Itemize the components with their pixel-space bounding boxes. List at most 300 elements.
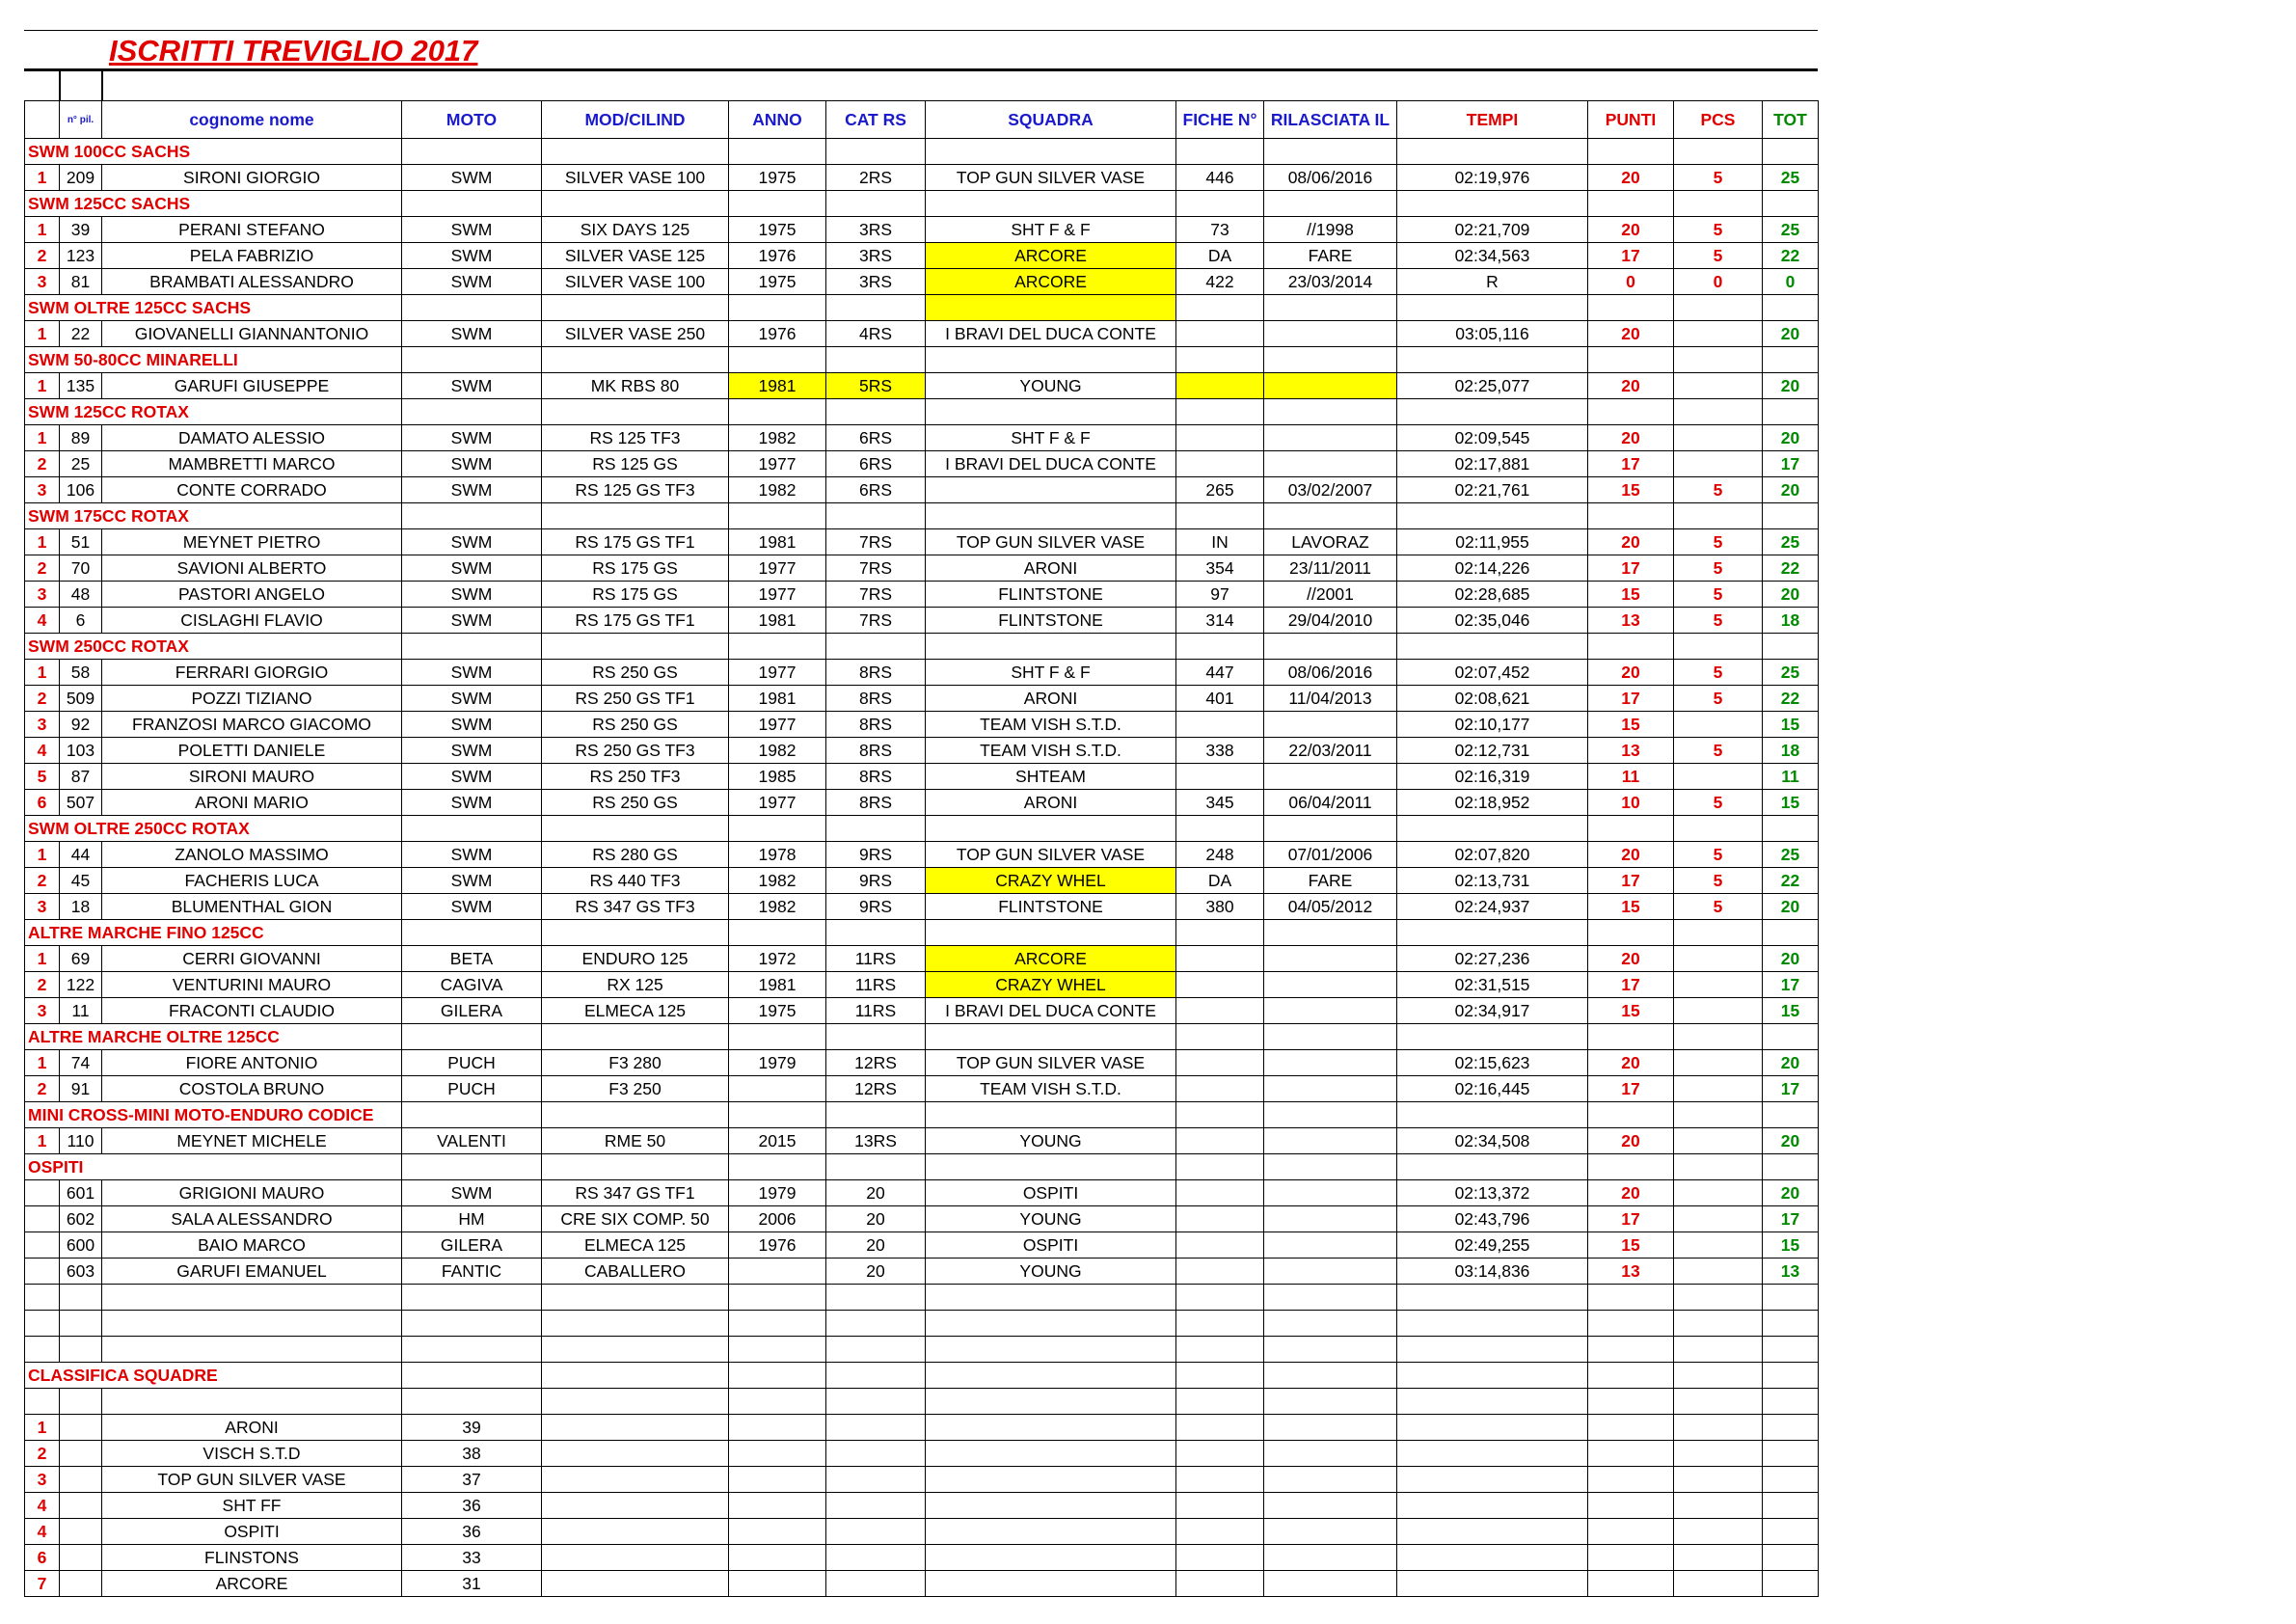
empty-cell [1264, 191, 1397, 217]
empty-cell [1763, 816, 1819, 842]
ranking-team: ARCORE [102, 1571, 402, 1597]
empty-cell [1264, 1285, 1397, 1311]
points-cell: 15 [1588, 894, 1674, 920]
empty-cell [1176, 1363, 1264, 1389]
total-cell: 17 [1763, 1206, 1819, 1232]
empty-cell [1397, 634, 1588, 660]
table-row [25, 946, 1819, 972]
position-cell: 1 [25, 425, 60, 451]
pilot-number-cell: 25 [60, 451, 102, 477]
moto-cell: SWM [402, 790, 542, 816]
fiche-cell: 248 [1176, 842, 1264, 868]
empty-cell [542, 1102, 729, 1128]
category-rs-cell: 20 [826, 1232, 926, 1259]
pilot-name-cell: SALA ALESSANDRO [102, 1206, 402, 1232]
pilot-name-cell: ARONI MARIO [102, 790, 402, 816]
empty-cell [1763, 1441, 1819, 1467]
category-row [25, 634, 1819, 660]
category-rs-cell: 8RS [826, 686, 926, 712]
pilot-name-cell: MAMBRETTI MARCO [102, 451, 402, 477]
pilot-name-cell: GARUFI EMANUEL [102, 1259, 402, 1285]
time-cell: 02:28,685 [1397, 582, 1588, 608]
fiche-cell [1176, 998, 1264, 1024]
category-row [25, 1154, 1819, 1180]
category-rs-cell: 6RS [826, 451, 926, 477]
year-cell: 1975 [729, 165, 826, 191]
pilot-number-cell: 18 [60, 894, 102, 920]
empty-cell [926, 347, 1176, 373]
total-cell: 25 [1763, 842, 1819, 868]
pilot-name-cell: MEYNET MICHELE [102, 1128, 402, 1154]
empty-cell [1674, 1493, 1763, 1519]
position-cell: 3 [25, 712, 60, 738]
total-cell: 22 [1763, 686, 1819, 712]
team-cell: FLINTSTONE [926, 608, 1176, 634]
empty-cell [1176, 1493, 1264, 1519]
empty-cell [1397, 1311, 1588, 1337]
fiche-cell: 380 [1176, 894, 1264, 920]
category-rs-cell: 3RS [826, 269, 926, 295]
empty-cell [542, 1545, 729, 1571]
empty-cell [1674, 1441, 1763, 1467]
time-cell: R [1397, 269, 1588, 295]
col-tempi-header: TEMPI [1397, 101, 1588, 139]
pcs-cell [1674, 1128, 1763, 1154]
total-cell: 20 [1763, 425, 1819, 451]
category-label: MINI CROSS-MINI MOTO-ENDURO CODICE [25, 1102, 402, 1128]
empty-cell [1264, 634, 1397, 660]
model-cell: RS 125 GS [542, 451, 729, 477]
moto-cell: SWM [402, 165, 542, 191]
pilot-number-cell: 92 [60, 712, 102, 738]
pilot-name-cell: CISLAGHI FLAVIO [102, 608, 402, 634]
model-cell: RS 125 TF3 [542, 425, 729, 451]
position-cell: 3 [25, 477, 60, 503]
empty-cell [729, 1337, 826, 1363]
team-cell: OSPITI [926, 1232, 1176, 1259]
category-rs-cell: 2RS [826, 165, 926, 191]
empty-cell [826, 1024, 926, 1050]
pilot-name-cell: FACHERIS LUCA [102, 868, 402, 894]
pcs-cell: 5 [1674, 842, 1763, 868]
position-cell: 1 [25, 660, 60, 686]
col-moto-header: MOTO [402, 101, 542, 139]
pilot-number-cell: 135 [60, 373, 102, 399]
empty-cell [542, 139, 729, 165]
empty-cell [1674, 1024, 1763, 1050]
position-cell: 1 [25, 1050, 60, 1076]
category-label: SWM 100CC SACHS [25, 139, 402, 165]
points-cell: 0 [1588, 269, 1674, 295]
empty-cell [542, 1154, 729, 1180]
year-cell [729, 1259, 826, 1285]
category-label: SWM 175CC ROTAX [25, 503, 402, 529]
pilot-number-cell: 110 [60, 1128, 102, 1154]
empty-cell [1674, 920, 1763, 946]
empty-cell [1397, 503, 1588, 529]
team-cell: TEAM VISH S.T.D. [926, 738, 1176, 764]
empty-cell [25, 1311, 60, 1337]
year-cell [729, 1076, 826, 1102]
issue-date-cell: 04/05/2012 [1264, 894, 1397, 920]
moto-cell: SWM [402, 764, 542, 790]
team-cell: I BRAVI DEL DUCA CONTE [926, 998, 1176, 1024]
pcs-cell: 5 [1674, 738, 1763, 764]
category-label: SWM 50-80CC MINARELLI [25, 347, 402, 373]
empty-cell [1588, 503, 1674, 529]
fiche-cell: 97 [1176, 582, 1264, 608]
time-cell: 02:24,937 [1397, 894, 1588, 920]
team-cell: I BRAVI DEL DUCA CONTE [926, 321, 1176, 347]
col-mod-header: MOD/CILIND [542, 101, 729, 139]
total-cell: 20 [1763, 946, 1819, 972]
position-cell: 4 [25, 738, 60, 764]
position-cell: 1 [25, 321, 60, 347]
pilot-number-cell: 6 [60, 608, 102, 634]
issue-date-cell: 07/01/2006 [1264, 842, 1397, 868]
empty-cell [1264, 139, 1397, 165]
time-cell: 02:13,731 [1397, 868, 1588, 894]
empty-cell [542, 1337, 729, 1363]
empty-cell [729, 1102, 826, 1128]
model-cell: RME 50 [542, 1128, 729, 1154]
issue-date-cell [1264, 1206, 1397, 1232]
issue-date-cell [1264, 946, 1397, 972]
fiche-cell: DA [1176, 868, 1264, 894]
pcs-cell [1674, 1232, 1763, 1259]
empty-cell [729, 1311, 826, 1337]
pilot-name-cell: SIRONI MAURO [102, 764, 402, 790]
pilot-number-cell: 45 [60, 868, 102, 894]
team-cell [926, 477, 1176, 503]
empty-cell [402, 295, 542, 321]
empty-cell [826, 1519, 926, 1545]
empty-cell [1588, 816, 1674, 842]
empty-cell [729, 1363, 826, 1389]
empty-cell [402, 347, 542, 373]
empty-cell [60, 1285, 102, 1311]
empty-cell [826, 1337, 926, 1363]
empty-cell [1397, 1102, 1588, 1128]
pcs-cell [1674, 946, 1763, 972]
moto-cell: SWM [402, 842, 542, 868]
position-cell: 2 [25, 972, 60, 998]
empty-cell [1176, 1467, 1264, 1493]
year-cell: 1972 [729, 946, 826, 972]
empty-cell [1763, 1285, 1819, 1311]
empty-cell [402, 1154, 542, 1180]
pilot-number-cell: 507 [60, 790, 102, 816]
empty-cell [1397, 347, 1588, 373]
year-cell: 1977 [729, 660, 826, 686]
empty-cell [60, 1493, 102, 1519]
empty-cell [1588, 1545, 1674, 1571]
table-row [25, 425, 1819, 451]
pcs-cell: 5 [1674, 217, 1763, 243]
empty-cell [1674, 1363, 1763, 1389]
empty-cell [1176, 1102, 1264, 1128]
ranking-row [25, 1415, 1819, 1441]
team-cell: CRAZY WHEL [926, 972, 1176, 998]
empty-cell [1176, 347, 1264, 373]
empty-cell [1763, 1311, 1819, 1337]
pilot-number-cell: 600 [60, 1232, 102, 1259]
pcs-cell [1674, 1180, 1763, 1206]
empty-cell [826, 1545, 926, 1571]
model-cell: RS 175 GS TF1 [542, 608, 729, 634]
col-cat-header: CAT RS [826, 101, 926, 139]
pcs-cell: 5 [1674, 243, 1763, 269]
model-cell: F3 250 [542, 1076, 729, 1102]
empty-cell [729, 816, 826, 842]
col-name-header: cognome nome [102, 101, 402, 139]
pilot-name-cell: MEYNET PIETRO [102, 529, 402, 555]
pcs-cell [1674, 373, 1763, 399]
fiche-cell: 446 [1176, 165, 1264, 191]
category-rs-cell: 20 [826, 1259, 926, 1285]
total-cell: 15 [1763, 790, 1819, 816]
empty-cell [826, 347, 926, 373]
team-cell: YOUNG [926, 1128, 1176, 1154]
model-cell: RS 250 GS TF1 [542, 686, 729, 712]
empty-cell [102, 1389, 402, 1415]
pilot-number-cell: 122 [60, 972, 102, 998]
team-cell: TOP GUN SILVER VASE [926, 165, 1176, 191]
empty-cell [926, 1519, 1176, 1545]
table-row [25, 1180, 1819, 1206]
empty-cell [826, 295, 926, 321]
empty-cell [1264, 1363, 1397, 1389]
model-cell: RS 250 GS TF3 [542, 738, 729, 764]
moto-cell: SWM [402, 373, 542, 399]
model-cell: RS 250 GS [542, 712, 729, 738]
empty-cell [1674, 1415, 1763, 1441]
moto-cell: SWM [402, 712, 542, 738]
issue-date-cell [1264, 764, 1397, 790]
category-rs-cell: 8RS [826, 764, 926, 790]
time-cell: 02:15,623 [1397, 1050, 1588, 1076]
fiche-cell [1176, 946, 1264, 972]
issue-date-cell: 22/03/2011 [1264, 738, 1397, 764]
fiche-cell [1176, 1206, 1264, 1232]
model-cell: RS 250 TF3 [542, 764, 729, 790]
fiche-cell [1176, 1232, 1264, 1259]
points-cell: 20 [1588, 660, 1674, 686]
category-rs-cell: 8RS [826, 712, 926, 738]
blank-row [25, 1285, 1819, 1311]
moto-cell: SWM [402, 738, 542, 764]
empty-cell [1763, 1363, 1819, 1389]
empty-cell [1176, 1415, 1264, 1441]
empty-cell [542, 1441, 729, 1467]
points-cell: 17 [1588, 243, 1674, 269]
table-row [25, 764, 1819, 790]
fiche-cell: 73 [1176, 217, 1264, 243]
table-row [25, 868, 1819, 894]
table-row [25, 217, 1819, 243]
pilot-number-cell: 601 [60, 1180, 102, 1206]
points-cell: 15 [1588, 477, 1674, 503]
empty-cell [402, 1024, 542, 1050]
issue-date-cell: 11/04/2013 [1264, 686, 1397, 712]
empty-cell [1397, 191, 1588, 217]
table-row [25, 998, 1819, 1024]
pilot-name-cell: BAIO MARCO [102, 1232, 402, 1259]
empty-cell [1264, 1415, 1397, 1441]
empty-cell [1674, 347, 1763, 373]
category-rs-cell: 8RS [826, 738, 926, 764]
moto-cell: SWM [402, 217, 542, 243]
empty-cell [542, 1467, 729, 1493]
moto-cell: SWM [402, 269, 542, 295]
team-cell: YOUNG [926, 1259, 1176, 1285]
moto-cell: BETA [402, 946, 542, 972]
empty-cell [926, 503, 1176, 529]
position-cell: 1 [25, 1128, 60, 1154]
pilot-number-cell: 51 [60, 529, 102, 555]
pcs-cell: 5 [1674, 608, 1763, 634]
empty-cell [1588, 1154, 1674, 1180]
empty-cell [1763, 1389, 1819, 1415]
pilot-name-cell: CERRI GIOVANNI [102, 946, 402, 972]
empty-cell [1397, 920, 1588, 946]
issue-date-cell: //2001 [1264, 582, 1397, 608]
pilot-name-cell: VENTURINI MAURO [102, 972, 402, 998]
time-cell: 02:14,226 [1397, 555, 1588, 582]
ranking-row [25, 1545, 1819, 1571]
model-cell: RS 175 GS [542, 582, 729, 608]
empty-cell [1763, 191, 1819, 217]
fiche-cell: 265 [1176, 477, 1264, 503]
empty-cell [1763, 139, 1819, 165]
empty-cell [1674, 1337, 1763, 1363]
empty-cell [1588, 1441, 1674, 1467]
time-cell: 03:14,836 [1397, 1259, 1588, 1285]
model-cell: CABALLERO [542, 1259, 729, 1285]
model-cell: SILVER VASE 125 [542, 243, 729, 269]
pcs-cell [1674, 712, 1763, 738]
empty-cell [1176, 1311, 1264, 1337]
empty-cell [926, 399, 1176, 425]
points-cell: 13 [1588, 608, 1674, 634]
header-row [25, 101, 1819, 139]
ranking-points: 36 [402, 1519, 542, 1545]
pcs-cell: 5 [1674, 686, 1763, 712]
pilot-number-cell: 11 [60, 998, 102, 1024]
col-rilasciata-header: RILASCIATA IL [1264, 101, 1397, 139]
fiche-cell [1176, 1050, 1264, 1076]
team-cell: CRAZY WHEL [926, 868, 1176, 894]
total-cell: 25 [1763, 660, 1819, 686]
empty-cell [542, 816, 729, 842]
empty-cell [826, 1154, 926, 1180]
moto-cell: CAGIVA [402, 972, 542, 998]
empty-cell [542, 1571, 729, 1597]
team-cell: ARCORE [926, 946, 1176, 972]
category-row [25, 295, 1819, 321]
ranking-position: 1 [25, 1415, 60, 1441]
empty-cell [102, 1337, 402, 1363]
model-cell: RS 347 GS TF3 [542, 894, 729, 920]
empty-cell [402, 503, 542, 529]
empty-cell [402, 1102, 542, 1128]
empty-cell [1588, 1467, 1674, 1493]
ranking-row [25, 1467, 1819, 1493]
empty-cell [1588, 1415, 1674, 1441]
year-cell: 1982 [729, 738, 826, 764]
pilot-name-cell: CONTE CORRADO [102, 477, 402, 503]
empty-cell [1176, 1389, 1264, 1415]
empty-cell [1264, 1571, 1397, 1597]
pilot-number-cell: 603 [60, 1259, 102, 1285]
empty-cell [826, 139, 926, 165]
total-cell: 11 [1763, 764, 1819, 790]
empty-cell [542, 1415, 729, 1441]
empty-cell [542, 920, 729, 946]
points-cell: 20 [1588, 321, 1674, 347]
empty-cell [542, 399, 729, 425]
position-cell: 2 [25, 686, 60, 712]
pilot-name-cell: BRAMBATI ALESSANDRO [102, 269, 402, 295]
empty-cell [926, 139, 1176, 165]
year-cell: 1981 [729, 972, 826, 998]
category-label: SWM OLTRE 250CC ROTAX [25, 816, 402, 842]
total-cell: 18 [1763, 608, 1819, 634]
ranking-position: 2 [25, 1441, 60, 1467]
position-cell: 1 [25, 373, 60, 399]
empty-cell [402, 139, 542, 165]
empty-cell [926, 816, 1176, 842]
ranking-position: 7 [25, 1571, 60, 1597]
empty-cell [1763, 1154, 1819, 1180]
pilot-name-cell: SIRONI GIORGIO [102, 165, 402, 191]
empty-cell [1397, 295, 1588, 321]
time-cell: 02:16,319 [1397, 764, 1588, 790]
category-rs-cell: 3RS [826, 217, 926, 243]
ranking-points: 31 [402, 1571, 542, 1597]
empty-cell [926, 1389, 1176, 1415]
team-cell: SHT F & F [926, 425, 1176, 451]
empty-cell [1674, 816, 1763, 842]
category-rs-cell: 11RS [826, 946, 926, 972]
moto-cell: SWM [402, 1180, 542, 1206]
year-cell: 1978 [729, 842, 826, 868]
moto-cell: SWM [402, 243, 542, 269]
empty-cell [826, 191, 926, 217]
empty-cell [926, 295, 1176, 321]
empty-cell [826, 1363, 926, 1389]
table-row [25, 269, 1819, 295]
time-cell: 02:21,709 [1397, 217, 1588, 243]
fiche-cell [1176, 1180, 1264, 1206]
team-cell: YOUNG [926, 1206, 1176, 1232]
fiche-cell [1176, 451, 1264, 477]
empty-cell [1674, 1102, 1763, 1128]
empty-cell [60, 1311, 102, 1337]
pilot-name-cell: SAVIONI ALBERTO [102, 555, 402, 582]
empty-cell [1674, 191, 1763, 217]
year-cell: 1979 [729, 1180, 826, 1206]
empty-cell [1397, 139, 1588, 165]
pcs-cell: 5 [1674, 477, 1763, 503]
empty-cell [1674, 1571, 1763, 1597]
time-cell: 02:27,236 [1397, 946, 1588, 972]
empty-cell [1588, 399, 1674, 425]
points-cell: 20 [1588, 842, 1674, 868]
category-rs-cell: 3RS [826, 243, 926, 269]
position-cell: 1 [25, 217, 60, 243]
year-cell: 1975 [729, 217, 826, 243]
